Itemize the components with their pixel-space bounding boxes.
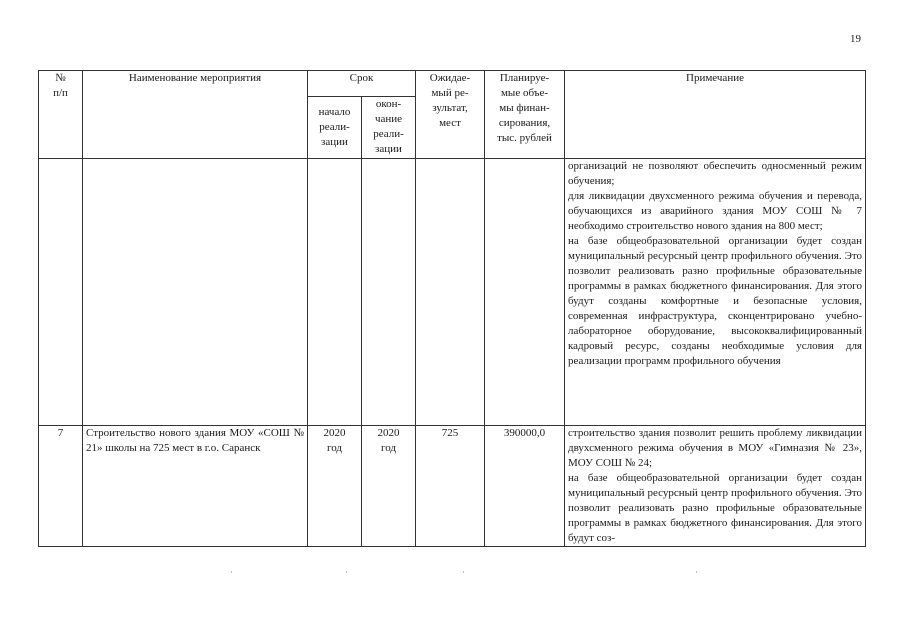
- cell-end: [362, 159, 416, 426]
- header-row-1: [39, 71, 866, 97]
- table-row: [39, 159, 866, 426]
- cell-name: Строительство нового здания МОУ «СОШ № 21» школы на 725 мест в г.о. Саранск: [83, 426, 308, 547]
- cell-planned: 390000,0: [485, 426, 565, 547]
- header-term: Срок: [308, 71, 416, 97]
- cell-note: строительство здания позволит решить проблему ликвидации двухсменного режима обучения в МОУ «Гимназия № 23», МОУ СОШ № 24; на базе общеобразовательной организации будет создан муниципальный ресурсный центр профильного обучения. Это позволит реализовать разно профильные образовательные программы в рамках бюджетного финансирования. Для этого будут соз-: [565, 426, 866, 547]
- header-expected: Ожидае- мый ре- зультат, мест: [416, 71, 485, 159]
- cell-name: [83, 159, 308, 426]
- cell-start: 2020 год: [308, 426, 362, 547]
- scan-speck: ·: [695, 567, 698, 577]
- header-term-start: начало реали- зации: [308, 97, 362, 159]
- scan-speck: ·: [345, 567, 348, 577]
- page-number: 19: [850, 33, 861, 45]
- header-num: № п/п: [39, 71, 83, 159]
- cell-planned: [485, 159, 565, 426]
- scan-speck: ·: [462, 567, 465, 577]
- cell-expected: [416, 159, 485, 426]
- cell-expected: 725: [416, 426, 485, 547]
- header-name: Наименование мероприятия: [83, 71, 308, 159]
- header-term-end: окон- чание реали- зации: [362, 97, 416, 159]
- table-row: [39, 426, 866, 547]
- header-note: Примечание: [565, 71, 866, 159]
- cell-note: организаций не позволяют обеспечить односменный режим обучения; для ликвидации двухсменного режима обучения и перевода, обучающихся из аварийного здания МОУ СОШ № 7 необходимо строительство нового здания на 800 мест; на базе общеобразовательной организации будет создан муниципальный ресурсный центр профильного обучения. Это позволит реализовать разно профильные образовательные программы в рамках бюджетного финансирования. Для этого будут созданы комфортные и безопасные условия, современная инфраструктура, сконцентрировано учебно-лабораторное оборудование, высококвалифицированный кадровый ресурс, созданы необходимые условия для реализации программ профильного обучения: [565, 159, 866, 426]
- activities-table: [38, 70, 866, 547]
- scan-speck: ·: [230, 567, 233, 577]
- header-planned: Планируе- мые объе- мы финан- сирования, тыс. рублей: [485, 71, 565, 159]
- cell-num: 7: [39, 426, 83, 547]
- cell-end: 2020 год: [362, 426, 416, 547]
- cell-num: [39, 159, 83, 426]
- cell-start: [308, 159, 362, 426]
